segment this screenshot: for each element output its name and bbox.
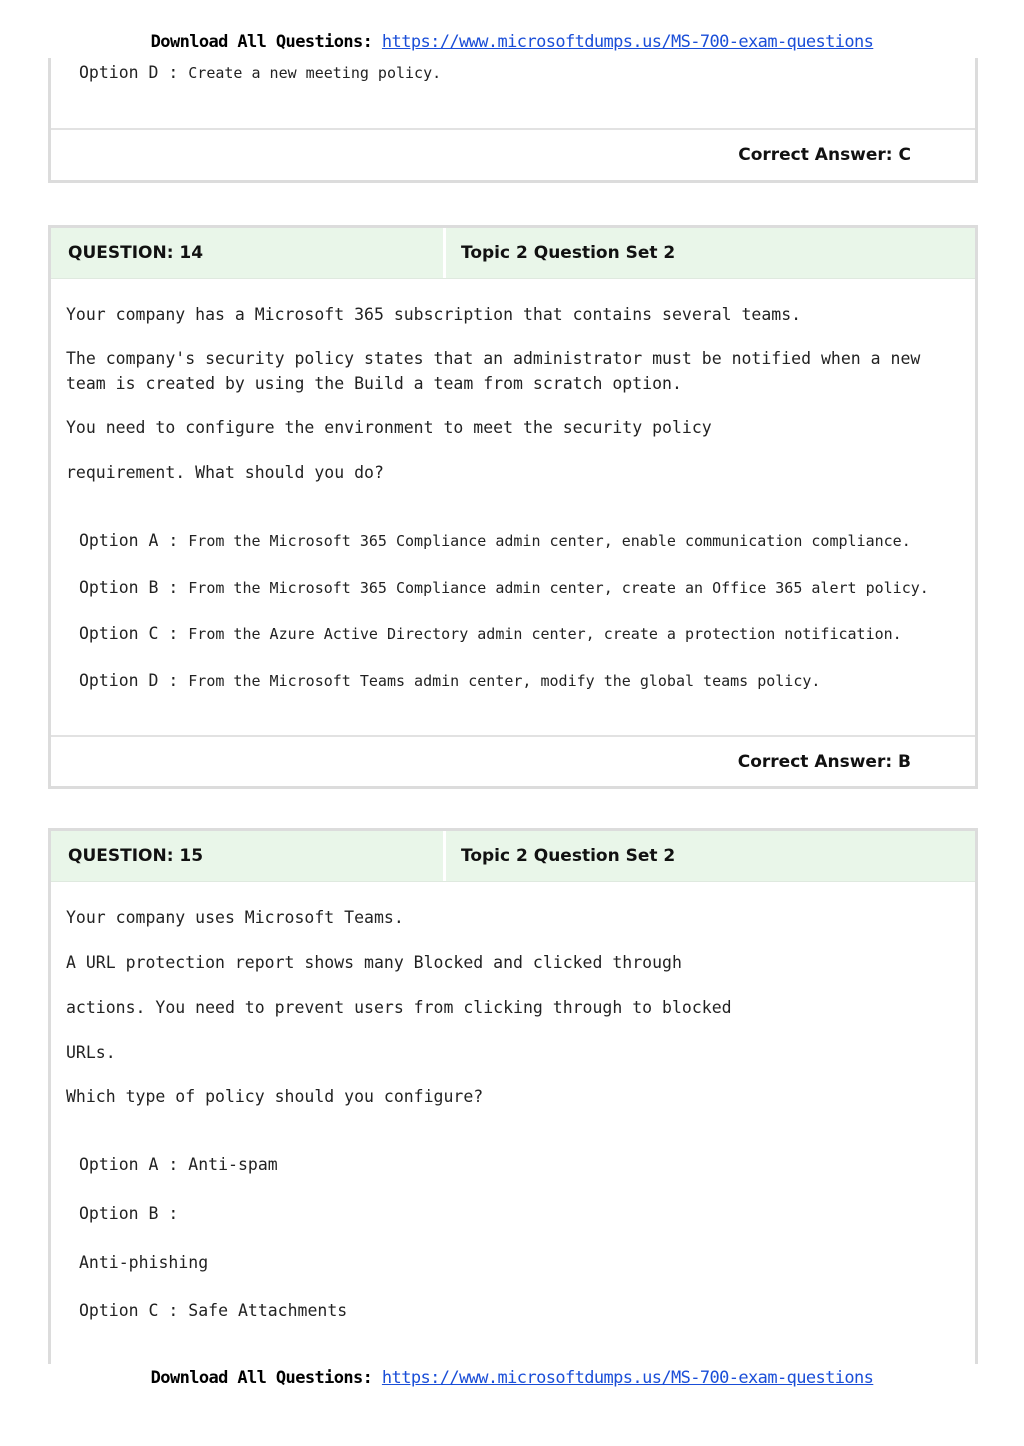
- option-text: From the Microsoft 365 Compliance admin center, create an Office 365 alert policy.: [188, 579, 929, 597]
- download-all-header: [0, 32, 1024, 52]
- option-label: Option C :: [79, 1301, 189, 1320]
- option-label: Option B :: [79, 1204, 179, 1223]
- question-paragraph: Your company uses Microsoft Teams.: [66, 908, 404, 927]
- question-header: [51, 228, 975, 279]
- option-text: Anti-spam: [188, 1155, 278, 1174]
- option-b: [51, 577, 929, 599]
- question-paragraph: URLs.: [66, 1043, 116, 1062]
- download-link[interactable]: https://www.microsoftdumps.us/MS-700-exam-questions: [381, 1368, 874, 1388]
- option-a: [51, 1154, 278, 1176]
- option-b-text: [51, 1252, 208, 1274]
- correct-answer: Correct Answer: B: [51, 735, 975, 787]
- question-paragraph: A URL protection report shows many Blocked and clicked through: [66, 953, 682, 972]
- option-label: Option B :: [79, 578, 189, 597]
- option-label: Option C :: [79, 624, 189, 643]
- question-paragraph: The company's security policy states that an administrator must be notified when a new team is created by using the Build a team from scratch option.: [66, 349, 921, 393]
- option-text: Anti-phishing: [79, 1253, 209, 1272]
- question-card-14: [48, 225, 978, 789]
- question-paragraph: requirement. What should you do?: [66, 463, 384, 482]
- option-text: From the Microsoft 365 Compliance admin center, enable communication compliance.: [188, 532, 911, 550]
- question-number: QUESTION: 15: [51, 831, 446, 881]
- question-body: [51, 882, 975, 1362]
- question-header: [51, 831, 975, 882]
- option-text: From the Azure Active Directory admin center, create a protection notification.: [188, 625, 902, 643]
- question-topic: Topic 2 Question Set 2: [461, 243, 676, 263]
- question-paragraph: actions. You need to prevent users from clicking through to blocked: [66, 998, 732, 1017]
- question-card-15: [48, 828, 978, 1364]
- question-card-prev: [48, 58, 978, 183]
- option-label: Option A :: [79, 531, 189, 550]
- question-paragraph: Your company has a Microsoft 365 subscription that contains several teams.: [66, 305, 802, 324]
- option-d: [51, 670, 820, 692]
- option-label: Option A :: [79, 1155, 189, 1174]
- option-a: [51, 530, 911, 552]
- option-b: [51, 1203, 178, 1225]
- download-link[interactable]: https://www.microsoftdumps.us/MS-700-exam-questions: [381, 32, 874, 52]
- option-label: Option D :: [79, 63, 189, 82]
- question-body: [51, 279, 975, 690]
- download-all-footer: [0, 1368, 1024, 1388]
- option-d: [51, 62, 441, 84]
- question-topic: Topic 2 Question Set 2: [461, 846, 676, 866]
- option-c: [51, 1300, 347, 1322]
- option-c: [51, 623, 902, 645]
- correct-answer: Correct Answer: C: [51, 128, 975, 180]
- option-text: Create a new meeting policy.: [188, 64, 442, 82]
- download-label: Download All Questions:: [150, 1368, 382, 1388]
- option-text: Safe Attachments: [188, 1301, 348, 1320]
- option-text: From the Microsoft Teams admin center, modify the global teams policy.: [188, 672, 821, 690]
- question-paragraph: You need to configure the environment to meet the security policy: [66, 418, 712, 437]
- question-number: QUESTION: 14: [51, 228, 446, 278]
- download-label: Download All Questions:: [150, 32, 382, 52]
- option-label: Option D :: [79, 671, 189, 690]
- question-paragraph: Which type of policy should you configure?: [66, 1087, 484, 1106]
